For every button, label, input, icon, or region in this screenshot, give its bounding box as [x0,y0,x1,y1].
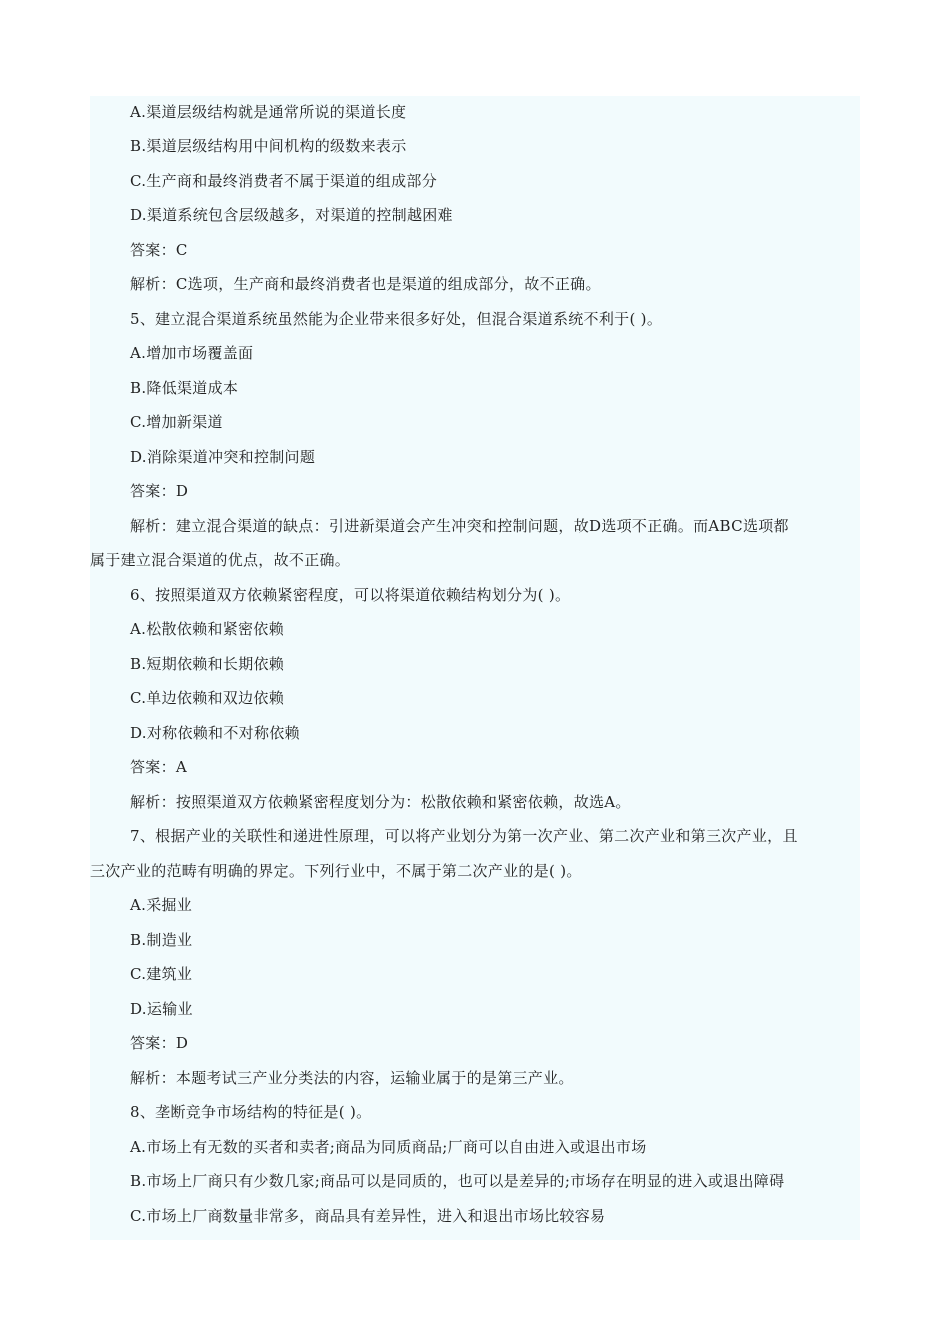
answer: 答案：A [130,758,188,776]
explanation: 解析：建立混合渠道的缺点：引进新渠道会产生冲突和控制问题，故D选项不正确。而ABC选项都 [130,517,789,535]
option-c: C.市场上厂商数量非常多，商品具有差异性，进入和退出市场比较容易 [130,1207,606,1225]
answer: 答案：D [130,482,189,500]
option-c: C.单边依赖和双边依赖 [130,689,285,707]
option-b: B.渠道层级结构用中间机构的级数来表示 [130,137,407,155]
question-8: 8、垄断竞争市场结构的特征是( )。 [130,1103,372,1121]
option-d: D.对称依赖和不对称依赖 [130,724,300,742]
option-a: A.增加市场覆盖面 [130,344,254,362]
document-body [90,96,860,1240]
explanation: 解析：本题考试三产业分类法的内容，运输业属于的是第三产业。 [130,1069,574,1087]
option-d: D.消除渠道冲突和控制问题 [130,448,316,466]
explanation: 解析：按照渠道双方依赖紧密程度划分为：松散依赖和紧密依赖，故选A。 [130,793,631,811]
explanation: 解析：C选项，生产商和最终消费者也是渠道的组成部分，故不正确。 [130,275,601,293]
option-b: B.市场上厂商只有少数几家;商品可以是同质的，也可以是差异的;市场存在明显的进入或退出障碍 [130,1172,785,1190]
option-a: A.松散依赖和紧密依赖 [130,620,284,638]
option-c: C.增加新渠道 [130,413,223,431]
question-6: 6、按照渠道双方依赖紧密程度，可以将渠道依赖结构划分为( )。 [130,586,571,604]
answer: 答案：D [130,1034,189,1052]
option-c: C.生产商和最终消费者不属于渠道的组成部分 [130,172,438,190]
question-7-continued: 三次产业的范畴有明确的界定。下列行业中，不属于第二次产业的是( )。 [90,862,582,880]
option-c: C.建筑业 [130,965,193,983]
option-a: A.采掘业 [130,896,193,914]
option-a: A.渠道层级结构就是通常所说的渠道长度 [130,103,407,121]
option-b: B.制造业 [130,931,193,949]
question-5: 5、建立混合渠道系统虽然能为企业带来很多好处，但混合渠道系统不利于( )。 [130,310,663,328]
question-7: 7、根据产业的关联性和递进性原理，可以将产业划分为第一次产业、第二次产业和第三次产业，且 [130,827,798,845]
explanation-continued: 属于建立混合渠道的优点，故不正确。 [90,551,351,569]
option-a: A.市场上有无数的买者和卖者;商品为同质商品;厂商可以自由进入或退出市场 [130,1138,647,1156]
answer: 答案：C [130,241,188,259]
option-b: B.降低渠道成本 [130,379,239,397]
option-d: D.运输业 [130,1000,193,1018]
option-b: B.短期依赖和长期依赖 [130,655,285,673]
option-d: D.渠道系统包含层级越多，对渠道的控制越困难 [130,206,453,224]
